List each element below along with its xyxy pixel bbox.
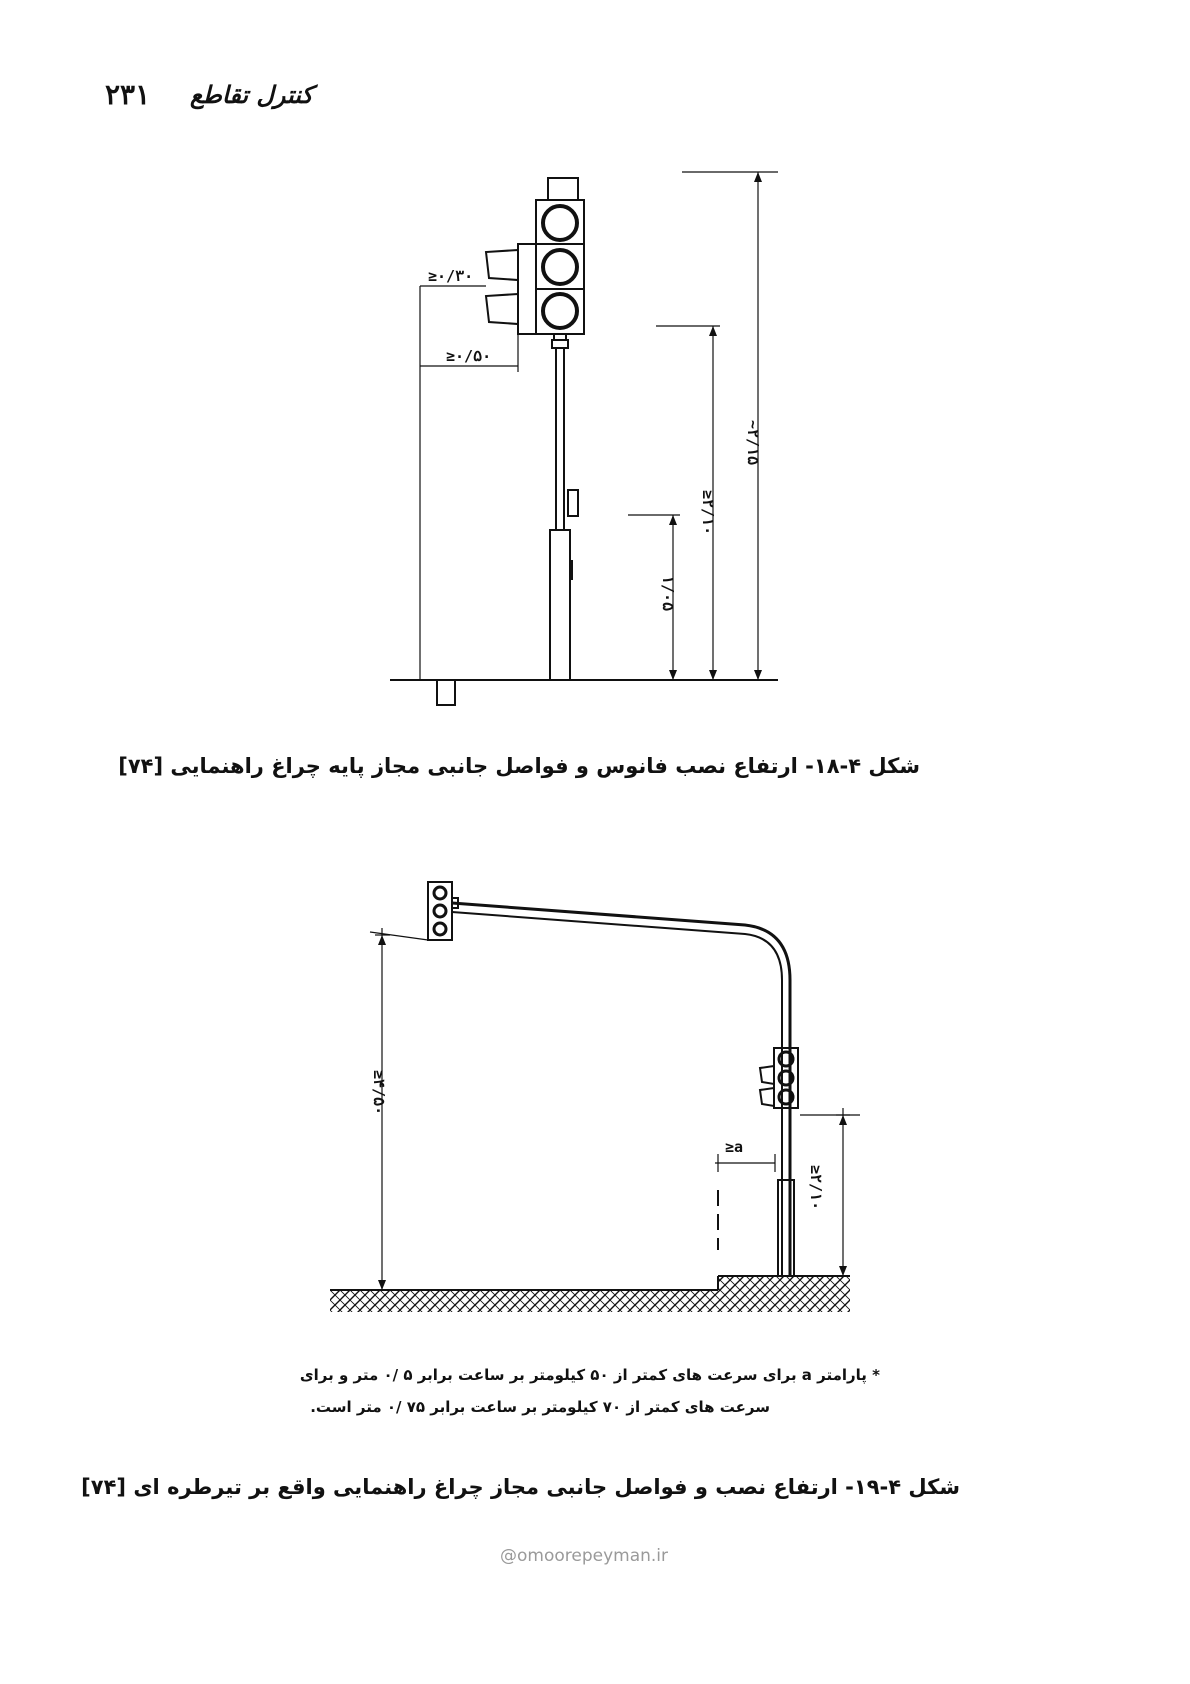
fig1-dim-030: ≥۰/۳۰ (428, 267, 474, 285)
fig2-ground-hatch (330, 1290, 850, 1312)
watermark-text: @omoorepeyman.ir (500, 1546, 669, 1566)
fig2-pole-base (778, 1180, 794, 1276)
fig2-dim-a: ≥a (725, 1138, 744, 1156)
fig1-dim-105: ۱/۰۵ (659, 575, 677, 612)
fig1-dim-210: ≥۲/۱۰ (699, 490, 717, 536)
figure1-caption: شکل ۴-۱۸- ارتفاع نصب فانوس و فواصل جانبی مجاز پایه چراغ راهنمایی [۷۴] (118, 754, 920, 778)
fig2-dim-450: ≥۴/۵۰ (370, 1070, 388, 1116)
fig1-dim-215: ~۲/۱۵ (744, 420, 762, 466)
page-number: ۲۳۱ (105, 78, 151, 111)
fig2-overhead-signal (428, 882, 452, 940)
fig2-mast-arm (452, 903, 790, 1276)
fig1-dim-050: ≥۰/۵۰ (446, 347, 492, 365)
figure2-note-line2: سرعت های کمتر از ۷۰ کیلومتر بر ساعت برابر ۷۵ /۰ متر است. (310, 1398, 770, 1416)
running-title: کنترل تقاطع (190, 80, 313, 109)
figure2-caption: شکل ۴-۱۹- ارتفاع نصب و فواصل جانبی مجاز چراغ راهنمایی واقع بر تیرطره ای [۷۴] (81, 1475, 960, 1499)
fig2-dim-210: ≥۲/۱۰ (807, 1165, 825, 1211)
figure2-note-line1: * پارامتر a برای سرعت های کمتر از ۵۰ کیلومتر بر ساعت برابر ۵ /۰ متر و برای (299, 1366, 880, 1384)
